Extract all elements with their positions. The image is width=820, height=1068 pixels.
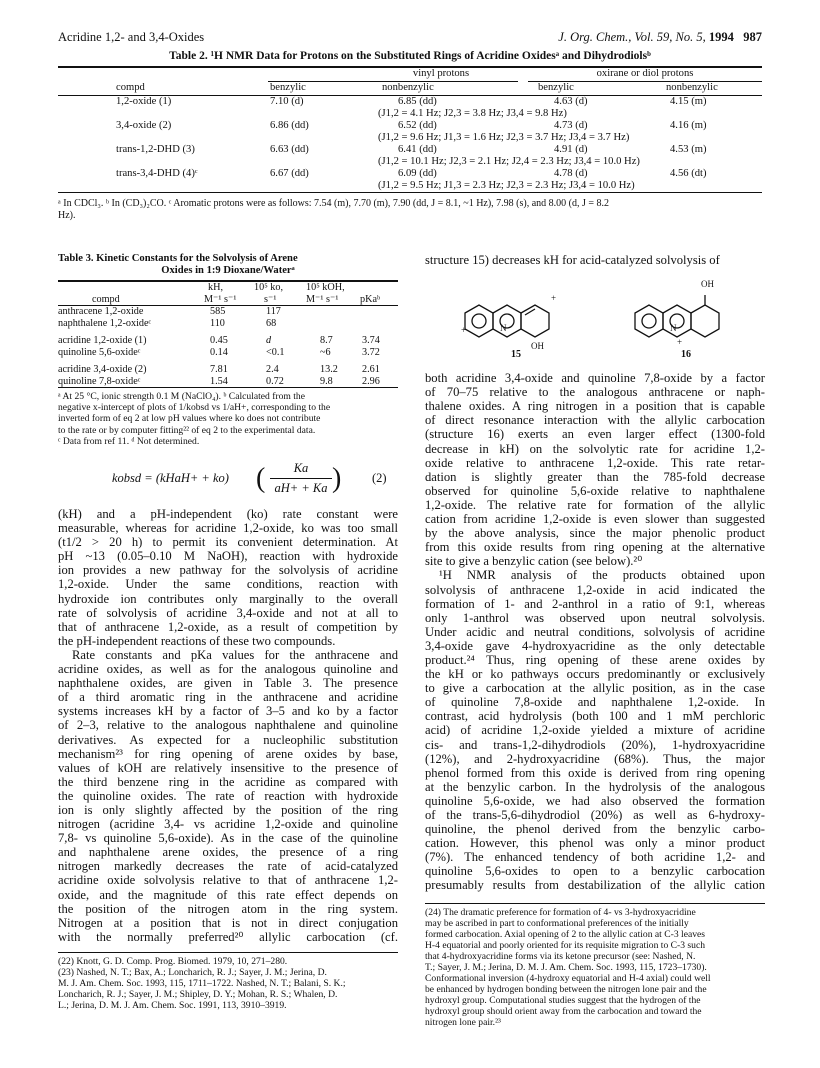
text-line: 1,2-oxide. The relative rate for formation of the allylic [425,497,765,512]
text-line: (kH) and a pH-independent (ko) rate constant were [58,507,398,522]
running-header [58,30,762,46]
text-line: of quinoline 7,8-oxide and naphthalene 1,2-oxide. In [425,695,765,710]
table-row [58,168,762,180]
table-cell-compd: anthracene 1,2-oxide [58,306,144,317]
col-kh-unit: M⁻¹ s⁻¹ [204,293,237,305]
right-body-text [425,371,765,892]
right-references [425,903,765,1028]
text-line: acid) of acridine 1,2-oxide yielded a mixture of acridine [425,723,765,738]
text-line: decrease in kH) on the solvolytic rate for acridine 1,2- [425,441,765,456]
text-line: systems increases kH by a factor of 3–5 and ko by a factor [58,704,398,719]
reference-line: hydroxyl group. Computational studies suggest that the hydrogen of the [425,994,701,1006]
table-cell-ob: 4.91 (d) [554,144,588,155]
table-cell-ko: 117 [266,306,281,317]
table-cell-vn: 6.09 (dd) [398,168,437,179]
structure-label-l16: 16 [681,349,691,361]
table-3-footnote-line: to the rate or by computer fitting²² of eq 2 to the experimental data. [58,424,316,436]
text-line: the quinoline oxides. The rate of reaction with hydroxide [58,788,398,803]
col-pka: pKaᵇ [360,293,381,305]
text-line: quinoline 5,6-oxide, we had also observed the formation [425,793,765,808]
table-cell-koh: 8.7 [320,335,333,346]
table-cell-on: 4.56 (dt) [670,168,707,179]
text-line: oxide relative to anthracene 1,2-oxide. This rate retar- [425,455,765,470]
text-line: cation from acridine 1,2-oxide is even slower than suggested [425,512,765,527]
table-3-caption: Table 3. Kinetic Constants for the Solvolysis of Arene Oxides in 1:9 Dioxane/Waterᵃ [58,253,298,276]
text-line: cis- and trans-1,2-dihydrodiols (20%), 1-hydroxyacridine [425,737,765,752]
table-cell-ko: 68 [266,317,277,329]
text-line: site to give a benzylic cation (see below).²⁰ [425,554,643,569]
table-cell-kh: 0.14 [210,346,228,358]
text-line: of 2–3, relative to the analogous naphthalene and quinoline [58,718,398,733]
reference-line: be enhanced by hydrogen bonding between the nitrogen lone pair and the [425,983,707,995]
text-line: that of anthracene 1,2-oxide, as a result of competition by [58,619,398,634]
text-line: of direct resonance interaction with the allylic carbocation [425,413,765,428]
table-cell-compd: 1,2-oxide (1) [116,96,172,107]
reference-line: (24) The dramatic preference for formation of 4- vs 3-hydroxyacridine [425,906,696,918]
table-cell-compd: quinoline 5,6-oxideᶜ [58,346,141,358]
text-line: of 70–75 relative to the analogous anthracene or naph- [425,385,765,400]
table-cell-on: 4.53 (m) [670,144,707,155]
table-row [58,376,398,388]
running-title: Acridine 1,2- and 3,4-Oxides [58,30,205,44]
reference-line: (22) Knott, G. D. Comp. Prog. Biomed. 1979, 10, 271–280. [58,955,288,967]
table-cell-pka: 3.74 [362,335,380,346]
text-line: at the benzylic carbon. In the hydrolysis of the analogous [425,779,765,794]
table-row [58,96,762,108]
table-3-body [58,306,398,387]
table-cell-kh: 585 [210,306,226,317]
table-cell-compd: trans-3,4-DHD (4)ᶜ [116,168,198,179]
text-line: product.²⁴ Thus, ring opening of these arene oxides by [425,652,765,667]
table-cell-vn: 6.52 (dd) [398,120,437,131]
text-line: dation is slightly greater than the 785-fold decrease [425,469,765,484]
table-2 [58,50,762,222]
reference-line: may be ascribed in part to conformational preferences of the initially [425,917,689,929]
table-cell-kh: 7.81 [210,364,228,375]
text-line: observed for quinoline 5,6-oxide relative to naphthalene [425,483,765,498]
text-line: nitrogen markedly decreases the rate of acid-catalyzed [58,859,398,874]
col-ko-unit: s⁻¹ [264,293,277,305]
reference-line: (23) Nashed, N. T.; Bax, A.; Loncharich, R. J.; Sayer, J. M.; Jerina, D. [58,966,327,978]
text-line: ion provides a new pathway for the solvolysis of acridine [58,563,398,578]
table-cell-vb: 7.10 (d) [270,96,304,107]
coupling-constants: (J1,2 = 10.1 Hz; J2,3 = 2.1 Hz; J2,4 = 2.3 Hz; J3,4 = 10.0 Hz) [378,156,640,167]
table-3-footnotes [58,391,398,447]
vinyl-group-header: vinyl protons [412,68,470,79]
text-line: contrast, acid hydrolysis (both 100 and 1 mM perchloric [425,709,765,724]
table-2-footnote-cont: Hz). [58,210,76,221]
text-line: 7,8- vs quinoline 5,6-oxide). As in the case of the quinoline [58,831,398,846]
text-line: quinoline 5,6-oxides to open to a benzylic carbocation [425,864,765,879]
text-line: Under acidic and neutral conditions, solvolysis of acridine [425,624,765,639]
text-line: naphthalene oxides, are given in Table 3. The presence [58,676,398,691]
text-line: the third benzene ring in the acridine as compared with [58,774,398,789]
text-line: pH ~13 (0.05–0.10 M NaOH), reaction with hydroxide [58,549,398,564]
oxirane-group-header: oxirane or diol protons [596,68,694,79]
text-line: to give a carbocation at the allylic position, as in the case [425,681,765,696]
equation-2: kobsd = (kHaH+ + ko) ( Ka aH+ + Ka ) (2) [112,461,387,496]
text-line: from this oxide results from ring opening at the alternative [425,540,765,555]
table-2-body [58,96,762,192]
text-line: of a third aromatic ring in the anthracene and acridine [58,690,398,705]
col-koh: 10⁵ kOH, [306,282,345,293]
text-line: the position of the nitrogen atom in the ring system. [58,901,398,916]
reference-line: hydroxyl group should orient away from the carbocation and toward the [425,1005,702,1017]
table-row [58,306,398,318]
equation-lhs: kobsd = (kHaH+ + ko) [112,471,229,486]
left-references [58,952,398,1011]
table-cell-ob: 4.63 (d) [554,96,588,107]
table-row [58,318,398,330]
table-cell-kh: 110 [210,317,225,329]
table-cell-vb: 6.86 (dd) [270,120,309,131]
text-line: Rate constants and pKa values for the anthracene and [72,647,398,662]
table-cell-compd: acridine 1,2-oxide (1) [58,335,147,346]
text-line: both acridine 3,4-oxide and quinoline 7,8-oxide by a factor [425,371,765,386]
table-2-footnotes [58,198,762,222]
text-line: rate of solvolysis of acridine 3,4-oxide and not at all to [58,605,398,620]
text-line: quinoline, the phenol derived from the benzylic carbo- [425,822,765,837]
structure-label-oh16: OH [701,279,714,290]
structure-label-n16: N [670,323,677,334]
text-line: nitrogen (acridine 3,4- vs acridine 1,2-oxide and quinoline [58,817,398,832]
page-number: 987 [743,30,762,44]
table-cell-kh: 0.45 [210,335,228,346]
structure-label-l15: 15 [511,349,521,361]
table-cell-vb: 6.67 (dd) [270,168,309,179]
structure-label-n15: N [500,323,507,334]
table-3-footnote-line: inverted form of eq 2 at low pH values where ko does not contribute [58,413,321,425]
table-3-footnote-line: ᶜ Data from ref 11. ᵈ Not determined. [58,435,200,447]
text-line: the kH or ko pathways occurs predominantly or exclusively [425,667,765,682]
coupling-constants: (J1,2 = 9.5 Hz; J1,3 = 2.3 Hz; J2,3 = 2.3 Hz; J3,4 = 10.0 Hz) [378,180,635,191]
text-line: ion is only slightly affected by the position of the ring [58,802,398,817]
text-line: (7%). The enhanced tendency of both acridine 1,2- and [425,850,765,865]
coupling-constants-row [58,108,762,120]
table-row [58,347,398,359]
table-cell-compd: naphthalene 1,2-oxideᶜ [58,317,152,329]
col-compd: compd [116,82,145,93]
text-line: acridine oxide solvolysis relative to that of anthracene 1,2- [58,873,398,888]
coupling-constants-row [58,180,762,192]
table-cell-ob: 4.73 (d) [554,120,588,131]
table-cell-ko: 2.4 [266,364,279,375]
equation-numerator: Ka [293,461,309,476]
table-cell-vb: 6.63 (dd) [270,144,309,155]
table-cell-compd: quinoline 7,8-oxideᶜ [58,375,141,387]
reference-line: Loncharich, R. J.; Sayer, J. M.; Shipley, D. Y.; Mohan, R. S.; Whalen, D. [58,988,338,1000]
text-line: measurable, whereas for acridine 1,2-oxide, ko was too small [58,521,398,536]
right-column [425,253,765,1028]
structures-15-16 [425,273,765,365]
left-body-text [58,507,398,944]
table-cell-vn: 6.85 (dd) [398,96,437,107]
table-cell-koh: ~6 [320,346,331,358]
journal-citation: J. Org. Chem., Vol. 59, No. 5, 1994 987 [558,30,762,44]
reference-line: M. J. Am. Chem. Soc. 1993, 115, 1711–1722. Nashed, N. T.; Balani, S. K.; [58,977,346,989]
reference-line: formed carbocation. Axial opening of 2 to the allylic cation at C-3 leaves [425,928,705,940]
table-3 [58,280,398,447]
table-cell-compd: acridine 3,4-oxide (2) [58,364,147,375]
reference-line: nitrogen lone pair.²³ [425,1016,501,1028]
col-vinyl-nonbenzylic: nonbenzylic [382,82,434,93]
text-line: with the normally preferred²⁰ allylic carbocation (cf. [58,929,398,944]
table-3-footnote-line: negative x-intercept of plots of 1/kobsd vs 1/aH+, corresponding to the [58,402,331,414]
text-line: only 1-anthrol was observed upon neutral solvolysis. [425,610,765,625]
col-ko: 10⁵ ko, [254,282,284,293]
text-line: thalene oxides. A ring nitrogen in a position that is capable [425,399,765,414]
table-2-caption: Table 2. ¹H NMR Data for Protons on the Substituted Rings of Acridine Oxidesᵃ and Dihydrodiolsᵇ [169,50,651,62]
text-line: by the above analysis, since the major phenolic product [425,526,765,541]
text-line: cation. However, this phenol was only a minor product [425,836,765,851]
table-cell-pka: 2.61 [362,364,380,375]
coupling-constants: (J1,2 = 9.6 Hz; J1,3 = 1.6 Hz; J2,3 = 3.7 Hz; J3,4 = 3.7 Hz) [378,132,630,143]
reference-line: Conformational inversion (4-hydroxy equatorial and H-4 axial) could well [425,972,711,984]
table-cell-compd: 3,4-oxide (2) [116,120,172,131]
table-cell-ko: d [266,335,272,346]
table-cell-ko: <0.1 [266,346,285,358]
col-vinyl-benzylic: benzylic [270,82,306,93]
table-cell-vn: 6.41 (dd) [398,144,437,155]
coupling-constants: (J1,2 = 4.1 Hz; J2,3 = 3.8 Hz; J3,4 = 9.8 Hz) [378,108,567,119]
coupling-constants-row [58,156,762,168]
table-cell-on: 4.16 (m) [670,120,707,131]
table-cell-kh: 1.54 [210,375,228,387]
text-line: acridine oxides, as well as for the analogous quinoline and [58,662,398,677]
coupling-constants-row [58,132,762,144]
table-cell-on: 4.15 (m) [670,96,707,107]
table-cell-ko: 0.72 [266,375,284,387]
col-koh-unit: M⁻¹ s⁻¹ [306,293,339,305]
text-line: presumably results from destabilization of the allylic cation [425,878,765,893]
col-compd: compd [92,293,120,305]
structure-diagram [425,273,765,365]
reference-line: that 4-hydroxyacridine forms via its ketone precursor (see: Nashed, N. [425,950,696,962]
text-line: (t1/2 > 20 h) to permit its convenient determination. At [58,535,398,550]
text-line: hydroxide ion contributes only marginally to the overall [58,591,398,606]
table-cell-pka: 2.96 [362,375,380,387]
table-cell-compd: trans-1,2-DHD (3) [116,144,195,155]
text-line: formation of 1- and 2-anthrol in a ratio of 9:1, whereas [425,596,765,611]
table-row [58,364,398,376]
reference-line: T.; Sayer, J. M.; Jerina, D. M. J. Am. Chem. Soc. 1993, 115, 1723–1730). [425,961,707,973]
equation-number: (2) [372,471,387,486]
text-line: of the trans-5,6-dihydrodiol (20%) as well as 6-hydroxy- [425,808,765,822]
equation-denominator: aH+ + Ka [274,481,328,496]
table-2-footnote: ᵃ In CDCl₃. ᵇ In (CD₃)₂CO. ᶜ Aromatic protons were as follows: 7.54 (m), 7.70 (m), 7.90 (dd, J = 8.1, ~1 Hz), 7.98 (s), and 8.00 (d, J = 8.2 [58,198,610,209]
col-oxirane-benzylic: benzylic [538,82,574,93]
reference-line: H-4 equatorial and poorly oriented for its requisite migration to C-3 such [425,939,706,951]
table-row [58,120,762,132]
reference-line: L.; Jerina, D. M. J. Am. Chem. Soc. 1991, 113, 3910–3919. [58,999,287,1011]
table-cell-pka: 3.72 [362,346,380,358]
text-line: (12%), and 2-hydroxyacridine (68%). Thus, the major [425,751,765,766]
text-line: ¹H NMR analysis of the products obtained upon [439,568,765,583]
text-line: phenol formed from this oxide is derived from ring opening [425,765,765,780]
text-line: and naphthalene arene oxides, the presence of a ring [58,845,398,860]
text-line: (structure 16) exerts an even larger effect (1300-fold [425,427,765,442]
right-body-top: structure 15) decreases kH for acid-catalyzed solvolysis of [425,253,720,267]
structure-label-p16a: + [677,337,683,348]
col-kh: kH, [208,282,223,293]
table-3-footnote-line: ᵃ At 25 °C, ionic strength 0.1 M (NaClO₄). ᵇ Calculated from the [58,391,305,402]
text-line: solvolysis of anthracene 1,2-oxide in acid indicated the [425,582,765,597]
text-line: derivatives. As expected for a nucleophilic substitution [58,732,398,747]
structure-label-p15b: + [461,325,467,336]
table-cell-koh: 9.8 [320,375,333,387]
left-column [58,253,398,1011]
table-row [58,144,762,156]
table-cell-koh: 13.2 [320,364,338,375]
text-line: mechanism²³ for ring opening of arene oxides by base, [58,746,398,761]
text-line: values of kOH are relatively insensitive to the presence of [58,760,398,775]
structure-label-oh15: OH [531,341,544,352]
table-cell-ob: 4.78 (d) [554,168,588,179]
text-line: 3,4-oxide gave 4-hydroxyacridine as the only detectable [425,638,765,653]
text-line: the pH-independent reactions of these two compounds. [58,633,336,648]
text-line: 1,2-oxide. Under the same conditions, reaction with [58,577,398,592]
text-line: Nitrogen at a position that is not in direct conjugation [58,915,398,930]
table-row [58,335,398,347]
col-oxirane-nonbenzylic: nonbenzylic [666,82,718,93]
structure-label-p15a: + [551,293,557,304]
text-line: oxide, and the magnitude of this rate effect depends on [58,887,398,902]
